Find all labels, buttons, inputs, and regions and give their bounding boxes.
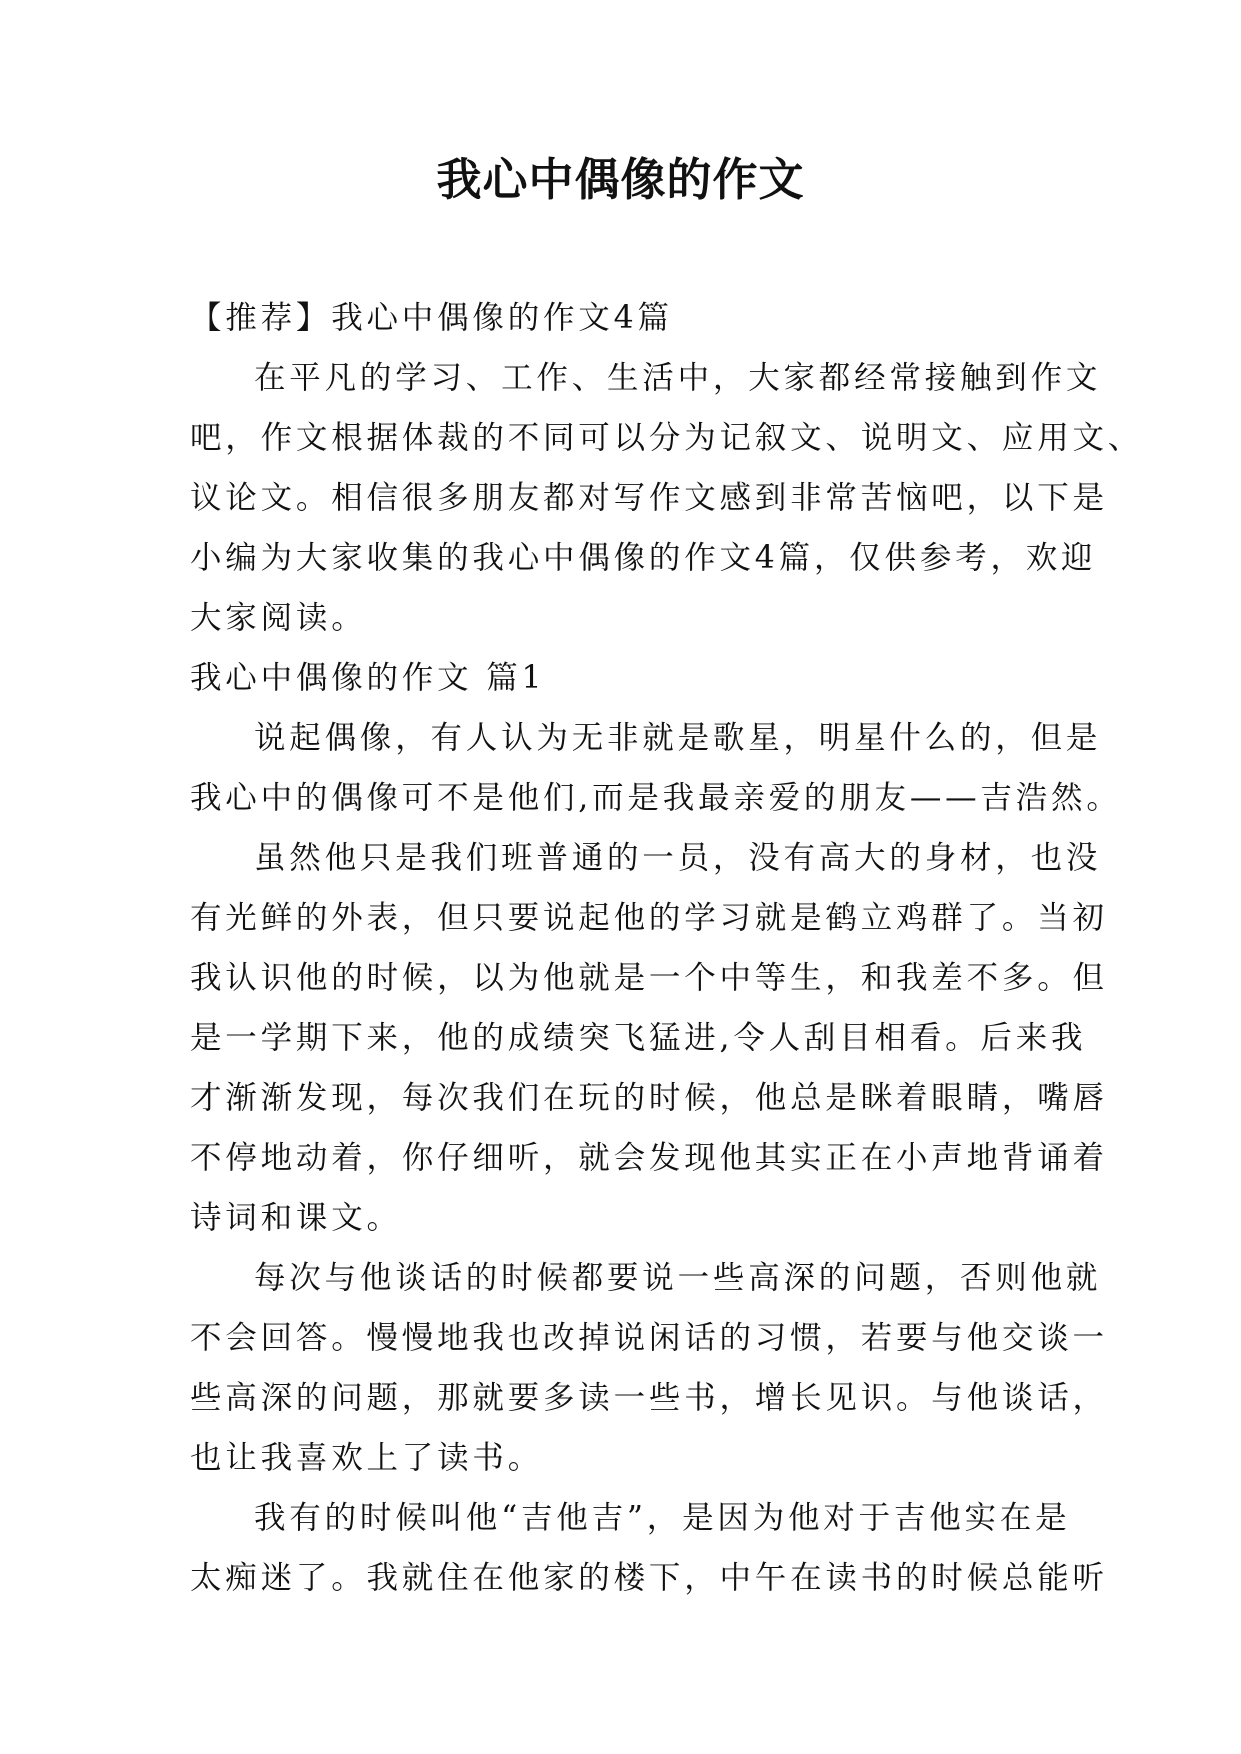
paragraph-line: 不停地动着，你仔细听，就会发现他其实正在小声地背诵着 [190, 1140, 1108, 1176]
paragraph-line: 不会回答。慢慢地我也改掉说闲话的习惯，若要与他交谈一 [190, 1320, 1108, 1356]
paragraph-line: 是一学期下来，他的成绩突飞猛进,令人刮目相看。后来我 [190, 1020, 1087, 1056]
paragraph-line: 每次与他谈话的时候都要说一些高深的问题，否则他就 [254, 1260, 1102, 1296]
paragraph-line: 说起偶像，有人认为无非就是歌星，明星什么的，但是 [254, 720, 1102, 756]
paragraph-line: 我心中的偶像可不是他们,而是我最亲爱的朋友——吉浩然。 [190, 780, 1122, 816]
section-heading: 我心中偶像的作文 篇1 [190, 660, 546, 696]
paragraph-line: 虽然他只是我们班普通的一员，没有高大的身材，也没 [254, 840, 1102, 876]
paragraph-line: 诗词和课文。 [190, 1200, 402, 1236]
document-title: 我心中偶像的作文 [436, 153, 805, 206]
paragraph-line: 大家阅读。 [190, 600, 367, 636]
paragraph-line: 才渐渐发现，每次我们在玩的时候，他总是眯着眼睛，嘴唇 [190, 1080, 1108, 1116]
paragraph-line: 也让我喜欢上了读书。 [190, 1440, 544, 1476]
paragraph-line: 小编为大家收集的我心中偶像的作文4篇，仅供参考，欢迎 [190, 540, 1097, 576]
paragraph-line: 我认识他的时候，以为他就是一个中等生，和我差不多。但 [190, 960, 1108, 996]
paragraph-line: 些高深的问题，那就要多读一些书，增长见识。与他谈话， [190, 1380, 1108, 1416]
paragraph-line: 有光鲜的外表，但只要说起他的学习就是鹤立鸡群了。当初 [190, 900, 1108, 936]
subtitle-line: 【推荐】我心中偶像的作文4篇 [190, 300, 673, 336]
paragraph-line: 在平凡的学习、工作、生活中，大家都经常接触到作文 [254, 360, 1102, 396]
document-body [190, 288, 1144, 1608]
paragraph-line: 议论文。相信很多朋友都对写作文感到非常苦恼吧，以下是 [190, 480, 1108, 516]
paragraph-line: 太痴迷了。我就住在他家的楼下，中午在读书的时候总能听 [190, 1560, 1108, 1596]
paragraph-line: 吧，作文根据体裁的不同可以分为记叙文、说明文、应用文、 [190, 420, 1144, 456]
paragraph-line: 我有的时候叫他“吉他吉”，是因为他对于吉他实在是 [254, 1500, 1071, 1536]
